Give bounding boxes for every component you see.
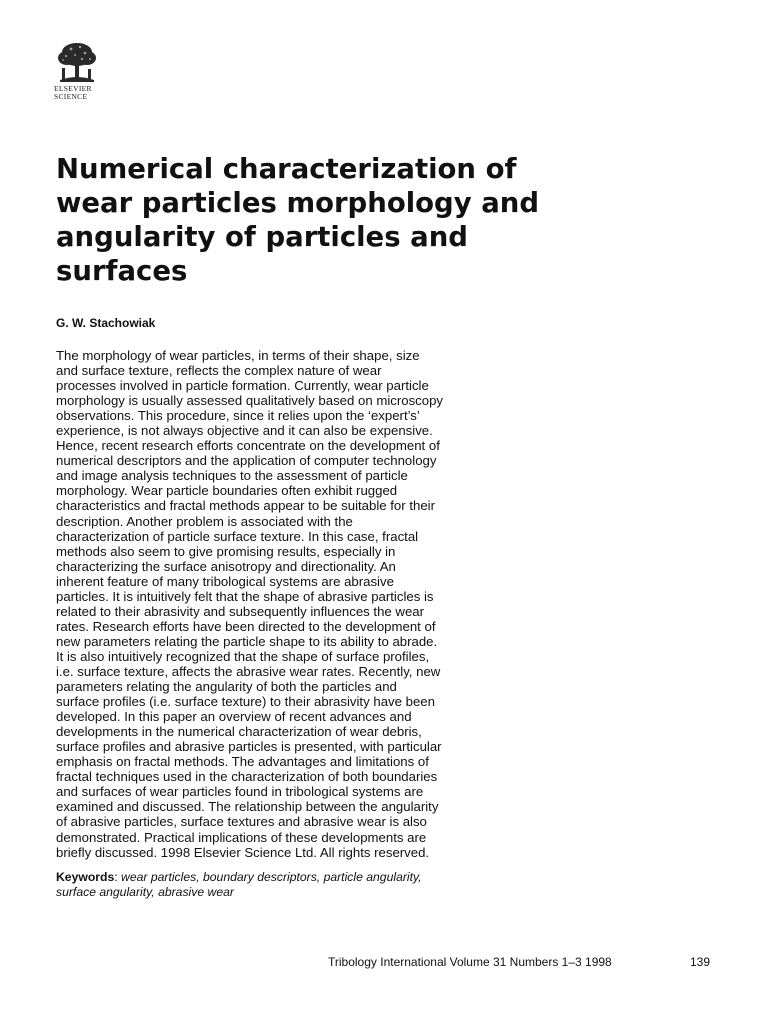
title-line: surfaces xyxy=(56,255,188,287)
abstract-line: developed. In this paper an overview of recent advances and xyxy=(56,709,412,725)
page-number: 139 xyxy=(690,955,711,969)
logo-text-line1: ELSEVIER xyxy=(54,84,92,93)
abstract-line: examined and discussed. The relationship between the angularity xyxy=(56,799,439,815)
title-line: Numerical characterization of xyxy=(56,153,517,185)
abstract-line: inherent feature of many tribological systems are abrasive xyxy=(56,573,394,589)
keywords-text: surface angularity, abrasive wear xyxy=(56,885,234,899)
author-name: G. W. Stachowiak xyxy=(56,316,156,330)
abstract-line: The morphology of wear particles, in terms of their shape, size xyxy=(56,348,420,363)
abstract-line: processes involved in particle formation. Currently, wear particle xyxy=(56,378,429,394)
abstract-line: related to their abrasivity and subsequently influences the wear xyxy=(56,603,425,619)
abstract-line: rates. Research efforts have been directed to the development of xyxy=(56,618,436,634)
abstract-line: and surface texture, reflects the complex nature of wear xyxy=(56,363,382,379)
abstract-line: and surfaces of wear particles found in tribological systems are xyxy=(56,784,424,800)
abstract-line: characteristics and fractal methods appear to be suitable for their xyxy=(56,498,435,514)
keywords-separator: : xyxy=(114,870,122,884)
abstract-line: i.e. surface texture, affects the abrasive wear rates. Recently, new xyxy=(56,663,441,679)
keywords-label: Keywords xyxy=(56,870,115,884)
abstract-line: observations. This procedure, since it relies upon the ‘expert’s’ xyxy=(56,408,420,424)
title-line: wear particles morphology and xyxy=(56,187,540,219)
keywords-text: wear particles, boundary descriptors, particle angularity, xyxy=(121,870,422,884)
article-title xyxy=(56,152,576,288)
abstract-line: briefly discussed. 1998 Elsevier Science Ltd. All rights reserved. xyxy=(56,844,430,860)
abstract-line: characterization of particle surface texture. In this case, fractal xyxy=(56,528,419,544)
abstract-line: methods also seem to give promising results, especially in xyxy=(56,543,396,559)
abstract-line: parameters relating the angularity of both the particles and xyxy=(56,679,397,695)
abstract-line: new parameters relating the particle shape to its ability to abrade. xyxy=(56,633,438,649)
logo-text-line2: SCIENCE xyxy=(54,92,88,101)
abstract-line: morphology is usually assessed qualitatively based on microscopy xyxy=(56,393,444,409)
title-line: angularity of particles and xyxy=(56,221,468,253)
abstract-line: description. Another problem is associated with the xyxy=(56,513,353,529)
abstract-line: experience, is not always objective and it can also be expensive. xyxy=(56,423,433,439)
elsevier-tree-icon xyxy=(54,40,100,84)
abstract-line: of abrasive particles, surface textures and abrasive wear is also xyxy=(56,814,427,830)
abstract-line: numerical descriptors and the application of computer technology xyxy=(56,453,437,469)
abstract-line: emphasis on fractal methods. The advantages and limitations of xyxy=(56,754,429,770)
abstract xyxy=(56,348,536,860)
abstract-line: characterizing the surface anisotropy and directionality. An xyxy=(56,558,396,574)
abstract-line: developments in the numerical characterization of wear debris, xyxy=(56,724,422,740)
abstract-line: demonstrated. Practical implications of these developments are xyxy=(56,829,427,845)
abstract-line: particles. It is intuitively felt that the shape of abrasive particles is xyxy=(56,588,434,604)
abstract-line: surface profiles (i.e. surface texture) to their abrasivity have been xyxy=(56,694,435,710)
keywords xyxy=(56,870,536,900)
abstract-line: Hence, recent research efforts concentrate on the development of xyxy=(56,438,440,454)
publisher-logo xyxy=(54,40,102,101)
abstract-line: and image analysis techniques to the assessment of particle xyxy=(56,468,408,484)
abstract-line: surface profiles and abrasive particles is presented, with particular xyxy=(56,739,442,755)
abstract-line: morphology. Wear particle boundaries often exhibit rugged xyxy=(56,483,398,499)
keywords-line-1 xyxy=(56,870,536,885)
abstract-line: It is also intuitively recognized that the shape of surface profiles, xyxy=(56,648,430,664)
journal-citation: Tribology International Volume 31 Numbers 1–3 1998 xyxy=(328,955,612,969)
abstract-line: fractal techniques used in the characterization of both boundaries xyxy=(56,769,438,785)
